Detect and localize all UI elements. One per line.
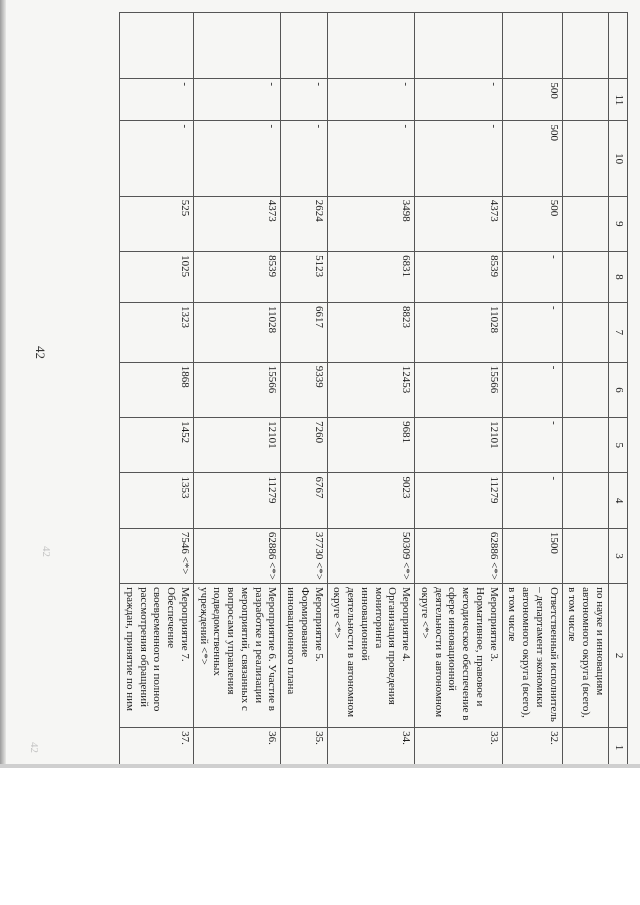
ghost-page-mark-edge: 42 [28, 742, 40, 753]
value-cell: 15566 [415, 362, 503, 417]
row-number: 37. [120, 728, 194, 768]
ghost-page-mark: 42 [40, 546, 52, 557]
row-description: Мероприятие 5. Формирование инновационного плана [281, 584, 327, 728]
value-cell: 37730 <*> [281, 528, 327, 583]
column-header: 7 [609, 303, 628, 363]
value-cell [562, 79, 608, 121]
table-row [415, 13, 503, 768]
row-number: 34. [327, 728, 415, 768]
value-cell: - [502, 362, 562, 417]
row-spacer [415, 13, 503, 79]
value-cell: - [194, 121, 282, 196]
value-cell [562, 252, 608, 303]
value-cell: 11279 [415, 473, 503, 528]
value-cell: - [327, 121, 415, 196]
value-cell: 525 [120, 196, 194, 251]
column-header: 9 [609, 196, 628, 251]
value-cell: 1500 [502, 528, 562, 583]
value-cell: - [281, 79, 327, 121]
value-cell: 12101 [415, 418, 503, 473]
value-cell: - [327, 79, 415, 121]
value-cell: 12453 [327, 362, 415, 417]
value-cell: 2624 [281, 196, 327, 251]
value-cell: 4373 [194, 196, 282, 251]
value-cell [562, 528, 608, 583]
header-spacer [609, 13, 628, 79]
value-cell: 62886 <*> [194, 528, 282, 583]
row-description: Мероприятие 6. Участие в разработке и реализации мероприятий, связанных с вопросами управления подведомственных учреждений <*> [194, 584, 282, 728]
value-cell: - [502, 252, 562, 303]
value-cell: 500 [502, 196, 562, 251]
header-row [609, 13, 628, 768]
value-cell [562, 418, 608, 473]
table-row [120, 13, 194, 768]
value-cell: 500 [502, 121, 562, 196]
row-number: 32. [502, 728, 562, 768]
value-cell: 11279 [194, 473, 282, 528]
value-cell [562, 362, 608, 417]
row-description: Мероприятие 7. Обеспечение своевременного и полного рассмотрения обращений граждан, принятие по ним [120, 584, 194, 728]
value-cell: - [502, 473, 562, 528]
value-cell: 1323 [120, 303, 194, 363]
row-spacer [562, 13, 608, 79]
value-cell: 50309 <*> [327, 528, 415, 583]
row-description: Мероприятие 3. Нормативное, правовое и методическое обеспечение в сфере инновационной деятельности в автономном округе <*> [415, 584, 503, 728]
value-cell: 8539 [415, 252, 503, 303]
column-header: 10 [609, 121, 628, 196]
column-header: 3 [609, 528, 628, 583]
column-header: 2 [609, 584, 628, 728]
value-cell: 12101 [194, 418, 282, 473]
row-description: по науке и инновациям автономного округа (всего), в том числе [562, 584, 608, 728]
row-spacer [327, 13, 415, 79]
value-cell: 11028 [415, 303, 503, 363]
row-spacer [502, 13, 562, 79]
table-row [281, 13, 327, 768]
value-cell: 7546 <*> [120, 528, 194, 583]
column-header: 1 [609, 728, 628, 768]
value-cell: 15566 [194, 362, 282, 417]
value-cell: - [415, 79, 503, 121]
value-cell: - [194, 79, 282, 121]
value-cell: 500 [502, 79, 562, 121]
value-cell [562, 196, 608, 251]
value-cell: - [502, 418, 562, 473]
column-header: 11 [609, 79, 628, 121]
row-description: Ответственный исполнитель – департамент экономики автономного округа (всего), в том числе [502, 584, 562, 728]
value-cell: - [415, 121, 503, 196]
value-cell: 9023 [327, 473, 415, 528]
column-header: 6 [609, 362, 628, 417]
table-row [562, 13, 608, 768]
value-cell: 62886 <*> [415, 528, 503, 583]
table-row [327, 13, 415, 768]
row-spacer [120, 13, 194, 79]
row-number: 35. [281, 728, 327, 768]
value-cell: 6617 [281, 303, 327, 363]
row-description: Мероприятие 4. Организация проведения мониторинга инновационной деятельности в автономном округе <*> [327, 584, 415, 728]
value-cell: 11028 [194, 303, 282, 363]
value-cell: 1868 [120, 362, 194, 417]
value-cell: - [120, 79, 194, 121]
value-cell: - [502, 303, 562, 363]
row-number: 36. [194, 728, 282, 768]
page-number: 42 [33, 346, 48, 359]
table-row [194, 13, 282, 768]
value-cell: - [120, 121, 194, 196]
value-cell: 8539 [194, 252, 282, 303]
value-cell: 9681 [327, 418, 415, 473]
value-cell: 6767 [281, 473, 327, 528]
value-cell: 8823 [327, 303, 415, 363]
row-number: 33. [415, 728, 503, 768]
row-number [562, 728, 608, 768]
column-header: 4 [609, 473, 628, 528]
budget-table [119, 12, 628, 768]
value-cell [562, 473, 608, 528]
value-cell: 6831 [327, 252, 415, 303]
value-cell: 7260 [281, 418, 327, 473]
value-cell: 1452 [120, 418, 194, 473]
value-cell: 3498 [327, 196, 415, 251]
column-header: 8 [609, 252, 628, 303]
row-spacer [281, 13, 327, 79]
value-cell: 5123 [281, 252, 327, 303]
table-row [502, 13, 562, 768]
value-cell: 4373 [415, 196, 503, 251]
value-cell: 9339 [281, 362, 327, 417]
row-spacer [194, 13, 282, 79]
column-header: 5 [609, 418, 628, 473]
value-cell [562, 121, 608, 196]
value-cell: 1353 [120, 473, 194, 528]
value-cell: 1025 [120, 252, 194, 303]
value-cell: - [281, 121, 327, 196]
value-cell [562, 303, 608, 363]
